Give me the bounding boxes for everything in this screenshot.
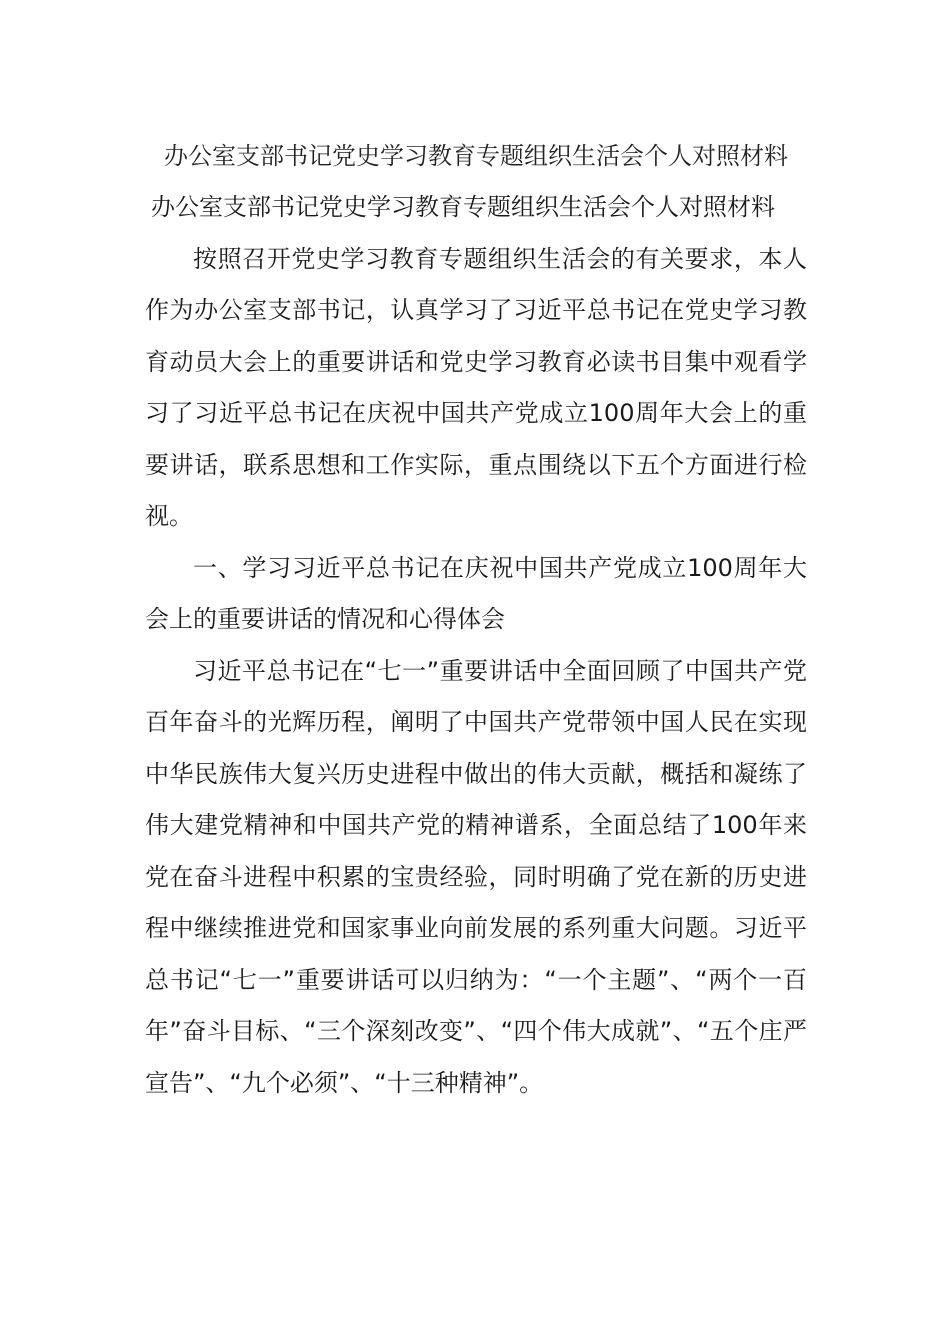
document-page <box>145 130 807 1109</box>
body-paragraph: 习近平总书记在“七一”重要讲话中全面回顾了中国共产党百年奋斗的光辉历程，阐明了中国共产党带领中国人民在实现中华民族伟大复兴历史进程中做出的伟大贡献，概括和凝练了伟大建党精神和中国共产党的精神谱系，全面总结了100年来党在奋斗进程中积累的宝贵经验，同时明确了党在新的历史进程中继续推进党和国家事业向前发展的系列重大问题。习近平总书记“七一”重要讲话可以归纳为：“一个主题”、“两个一百年”奋斗目标、“三个深刻改变”、“四个伟大成就”、“五个庄严宣告”、“九个必须”、“十三种精神”。 <box>145 656 807 1097</box>
document-subtitle: 办公室支部书记党史学习教育专题组织生活会个人对照材料 <box>151 193 775 221</box>
section-heading-one: 一、学习习近平总书记在庆祝中国共产党成立100周年大会上的重要讲话的情况和心得体会 <box>145 553 807 633</box>
document-title: 办公室支部书记党史学习教育专题组织生活会个人对照材料 <box>164 142 788 170</box>
intro-paragraph: 按照召开党史学习教育专题组织生活会的有关要求，本人作为办公室支部书记，认真学习了习近平总书记在党史学习教育动员大会上的重要讲话和党史学习教育必读书目集中观看学习了习近平总书记在庆祝中国共产党成立100周年大会上的重要讲话，联系思想和工作实际，重点围绕以下五个方面进行检视。 <box>145 244 807 530</box>
